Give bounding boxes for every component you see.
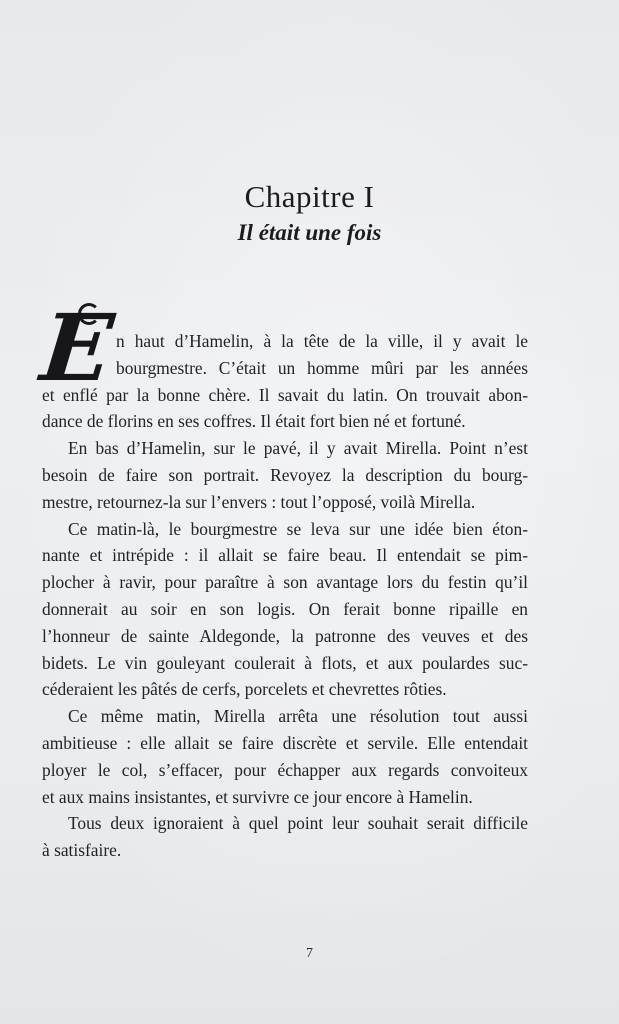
text-line: dance de florins en ses coffres. Il était fort bien né et fortuné.: [42, 411, 466, 432]
text-line: ambitieuse : elle allait se faire discrète et servile. Elle entendait: [42, 732, 528, 753]
text-line: bidets. Le vin gouleyant coulerait à flots, et aux poulardes suc-: [42, 652, 528, 673]
text-line: besoin de faire son portrait. Revoyez la description du bourg-: [42, 464, 528, 485]
text-line: Ce matin-là, le bourgmestre se leva sur une idée bien éton-: [68, 518, 528, 539]
chapter-subtitle: Il était une fois: [237, 220, 382, 245]
text-line: Ce même matin, Mirella arrêta une résolution tout aussi: [68, 706, 528, 727]
chapter-title: Chapitre I: [244, 179, 375, 214]
page-number: 7: [306, 946, 313, 961]
chapter-body: [42, 328, 528, 864]
text-line: donnerait au soir en son logis. On ferait bonne ripaille en: [42, 598, 528, 619]
text-line: céderaient les pâtés de cerfs, porcelets et chevrettes rôties.: [42, 679, 447, 700]
text-line: Tous deux ignoraient à quel point leur souhait serait difficile: [68, 813, 528, 834]
text-line: l’honneur de sainte Aldegonde, la patronne des veuves et des: [42, 625, 528, 646]
text-line: bourgmestre. C’était un homme mûri par les années: [116, 357, 528, 378]
text-line: ployer le col, s’effacer, pour échapper aux regards convoiteux: [42, 759, 528, 780]
text-line: En bas d’Hamelin, sur le pavé, il y avait Mirella. Point n’est: [68, 438, 528, 459]
text-line: mestre, retournez-la sur l’envers : tout l’opposé, voilà Mirella.: [42, 491, 476, 512]
text-line: à satisfaire.: [42, 840, 122, 861]
text-line: n haut d’Hamelin, à la tête de la ville, il y avait le: [116, 331, 528, 351]
text-line: et aux mains insistantes, et survivre ce jour encore à Hamelin.: [42, 786, 473, 807]
text-line: plocher à ravir, pour paraître à son avantage lors du festin qu’il: [42, 572, 528, 593]
text-line: et enflé par la bonne chère. Il savait du latin. On trouvait abon-: [42, 384, 528, 405]
text-line: nante et intrépide : il allait se faire beau. Il entendait se pim-: [42, 545, 528, 566]
drop-cap-letter: E: [36, 294, 118, 402]
